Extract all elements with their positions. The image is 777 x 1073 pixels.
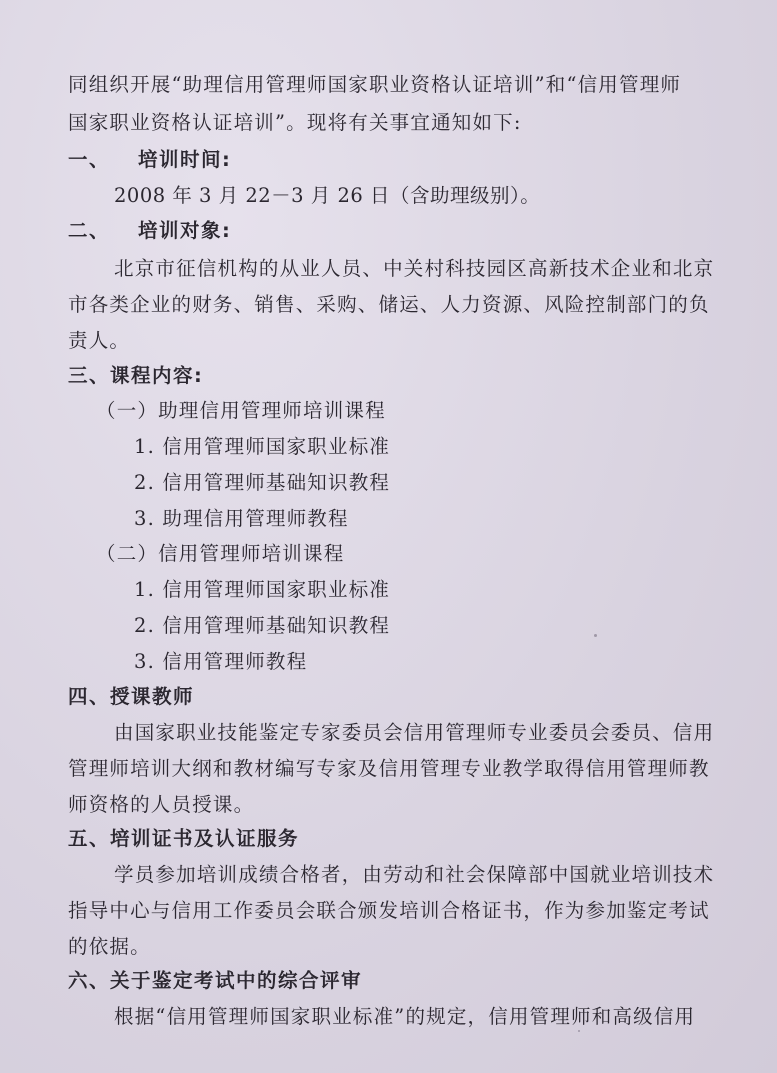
section-2-body-2: 市各类企业的财务、销售、采购、储运、人力资源、风险控制部门的负 bbox=[68, 293, 710, 316]
section-4-body-1: 由国家职业技能鉴定专家委员会信用管理师专业委员会委员、信用 bbox=[114, 721, 715, 744]
section-3-group-1-item-3: 3. 助理信用管理师教程 bbox=[134, 507, 349, 530]
section-6-body-1: 根据“信用管理师国家职业标准”的规定，信用管理师和高级信用 bbox=[114, 1005, 696, 1028]
section-5-heading: 五、培训证书及认证服务 bbox=[68, 827, 300, 850]
section-2-body-1: 北京市征信机构的从业人员、中关村科技园区高新技术企业和北京 bbox=[114, 257, 715, 280]
section-1-heading bbox=[68, 147, 231, 173]
section-4-body-2: 管理师培训大纲和教材编写专家及信用管理专业教学取得信用管理师教 bbox=[68, 757, 710, 780]
section-5-body-2: 指导中心与信用工作委员会联合颁发培训合格证书，作为参加鉴定考试 bbox=[68, 899, 710, 922]
section-3-group-1-item-2: 2. 信用管理师基础知识教程 bbox=[134, 471, 391, 494]
section-2-number: 二、 bbox=[68, 219, 111, 242]
intro-line-2: 国家职业资格认证培训”。现将有关事宜通知如下: bbox=[68, 111, 522, 134]
section-4-body-3: 师资格的人员授课。 bbox=[68, 793, 255, 816]
section-4-heading: 四、授课教师 bbox=[68, 685, 195, 708]
section-6-heading: 六、关于鉴定考试中的综合评审 bbox=[68, 969, 363, 992]
section-5-body-3: 的依据。 bbox=[68, 935, 151, 958]
scan-speck bbox=[594, 634, 597, 637]
section-1-title: 培训时间: bbox=[138, 148, 232, 171]
section-3-heading: 三、课程内容: bbox=[68, 364, 204, 387]
section-5-body-1: 学员参加培训成绩合格者，由劳动和社会保障部中国就业培训技术 bbox=[114, 863, 715, 886]
section-3-group-2-title: （二）信用管理师培训课程 bbox=[96, 542, 345, 565]
scan-speck bbox=[578, 1030, 580, 1032]
section-2-title: 培训对象: bbox=[138, 219, 232, 242]
section-3-group-2-item-3: 3. 信用管理师教程 bbox=[134, 650, 308, 673]
section-3-group-2-item-1: 1. 信用管理师国家职业标准 bbox=[134, 578, 391, 601]
intro-line-1: 同组织开展“助理信用管理师国家职业资格认证培训”和“信用管理师 bbox=[68, 73, 682, 96]
section-1-body: 2008 年 3 月 22－3 月 26 日（含助理级别）。 bbox=[114, 184, 541, 207]
section-1-number: 一、 bbox=[68, 148, 111, 171]
section-2-body-3: 责人。 bbox=[68, 329, 131, 352]
section-3-group-2-item-2: 2. 信用管理师基础知识教程 bbox=[134, 614, 391, 637]
section-3-group-1-title: （一）助理信用管理师培训课程 bbox=[96, 399, 386, 422]
section-3-group-1-item-1: 1. 信用管理师国家职业标准 bbox=[134, 435, 391, 458]
section-2-heading bbox=[68, 218, 231, 244]
